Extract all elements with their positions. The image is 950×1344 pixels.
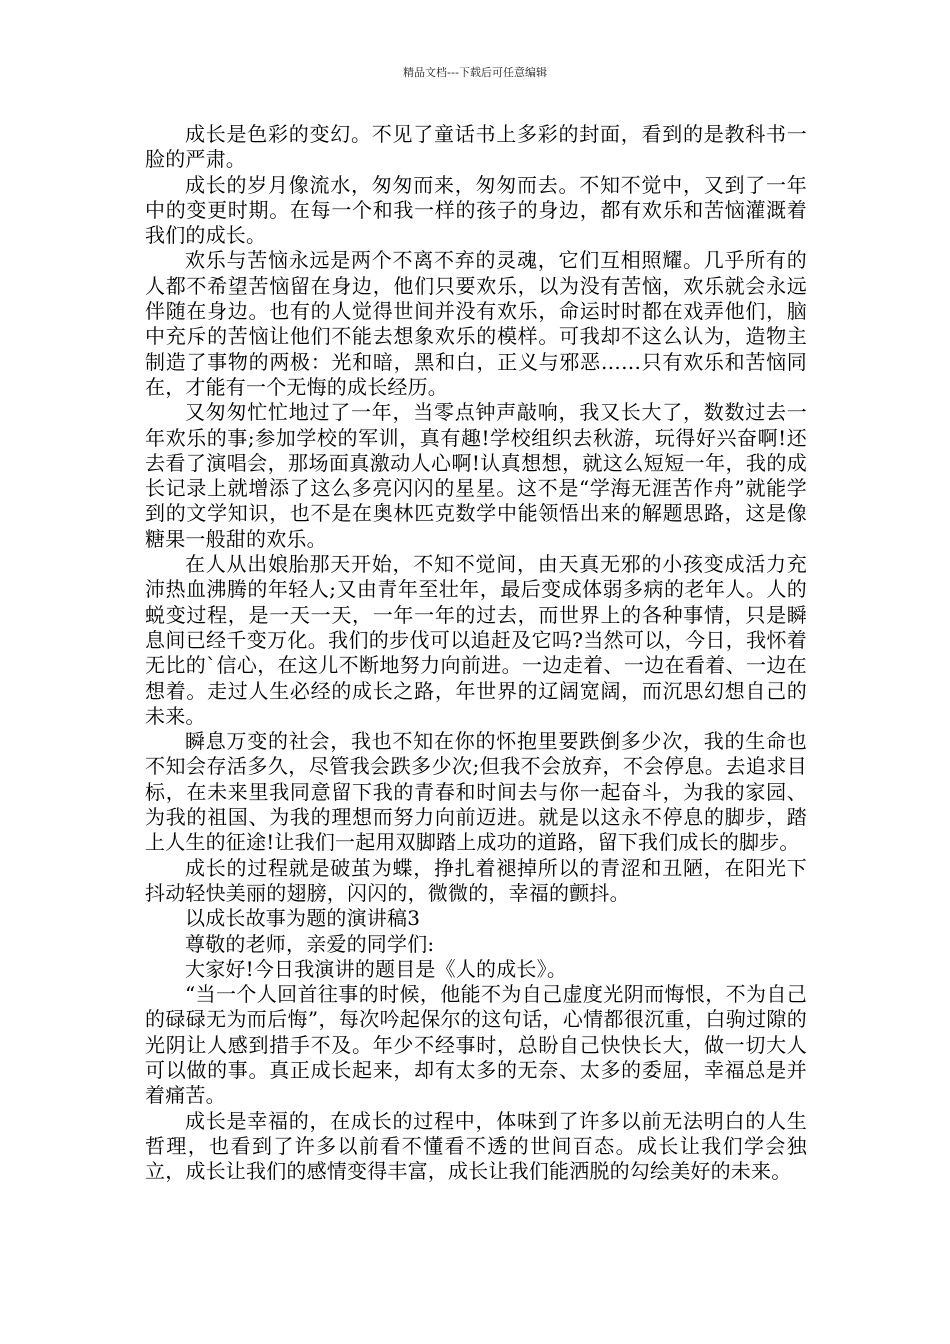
page-header: 精品文档---下载后可任意编辑 [403, 66, 547, 79]
section-title: 以成长故事为题的演讲稿3 [185, 906, 421, 931]
paragraph: 瞬息万变的社会，我也不知在你的怀抱里要跌倒多少次，我的生命也不知会存活多久，尽管我会跌多少次;但我不会放弃，不会停息。去追求目标，在未来里我同意留下我的青春和时间去与你一起奋斗，为我的家园、为我的祖国、为我的理想而努力向前迈进。就是以这永不停息的脚步，踏上人生的征途!让我们一起用双脚踏上成功的道路，留下我们成长的脚步。 [145, 729, 807, 855]
paragraph: 欢乐与苦恼永远是两个不离不弃的灵魂，它们互相照耀。几乎所有的人都不希望苦恼留在身边，他们只要欢乐，以为没有苦恼，欢乐就会永远伴随在身边。也有的人觉得世间并没有欢乐，命运时时都在戏弄他们，脑中充斥的苦恼让他们不能去想象欢乐的模样。可我却不这么认为，造物主制造了事物的两极：光和暗，黑和白，正义与邪恶……只有欢乐和苦恼同在，才能有一个无悔的成长经历。 [145, 248, 807, 399]
greeting: 大家好!今日我演讲的题目是《人的成长》。 [185, 956, 568, 981]
document-body [145, 122, 807, 1184]
salutation: 尊敬的老师，亲爱的同学们: [185, 931, 435, 956]
paragraph: 又匆匆忙忙地过了一年，当零点钟声敲响，我又长大了，数数过去一年欢乐的事;参加学校的军训，真有趣!学校组织去秋游，玩得好兴奋啊!还去看了演唱会，那场面真激动人心啊!认真想想，就这么短短一年，我的成长记录上就增添了这么多亮闪闪的星星。这不是“学海无涯苦作舟”就能学到的文学知识，也不是在奥林匹克数学中能领悟出来的解题思路，这是像糖果一般甜的欢乐。 [145, 400, 807, 551]
paragraph: 在人从出娘胎那天开始，不知不觉间，由天真无邪的小孩变成活力充沛热血沸腾的年轻人;又由青年至壮年，最后变成体弱多病的老年人。人的蜕变过程，是一天一天，一年一年的过去，而世界上的各种事情，只是瞬息间已经千变万化。我们的步伐可以追赶及它吗?当然可以，今日，我怀着无比的`信心，在这儿不断地努力向前进。一边走着、一边在看着、一边在想着。走过人生必经的成长之路，年世界的辽阔宽阔，而沉思幻想自己的未来。 [145, 552, 807, 728]
paragraph: “当一个人回首往事的时候，他能不为自己虚度光阴而悔恨，不为自己的碌碌无为而后悔”，每次吟起保尔的这句话，心情都很沉重，白驹过隙的光阴让人感到措手不及。年少不经事时，总盼自己快快长大，做一切大人可以做的事。真正成长起来，却有太多的无奈、太多的委屈，幸福总是并着痛苦。 [145, 982, 807, 1108]
paragraph: 成长是色彩的变幻。不见了童话书上多彩的封面，看到的是教科书一脸的严肃。 [145, 122, 807, 172]
paragraph: 成长的过程就是破茧为蝶，挣扎着褪掉所以的青涩和丑陋，在阳光下抖动轻快美丽的翅膀，闪闪的，微微的，幸福的颤抖。 [145, 855, 807, 905]
paragraph: 成长是幸福的，在成长的过程中，体味到了许多以前无法明白的人生哲理，也看到了许多以前看不懂看不透的世间百态。成长让我们学会独立，成长让我们的感情变得丰富，成长让我们能洒脱的勾绘美好的未来。 [145, 1108, 807, 1184]
paragraph: 成长的岁月像流水，匆匆而来，匆匆而去。不知不觉中，又到了一年中的变更时期。在每一个和我一样的孩子的身边，都有欢乐和苦恼灌溉着我们的成长。 [145, 172, 807, 248]
